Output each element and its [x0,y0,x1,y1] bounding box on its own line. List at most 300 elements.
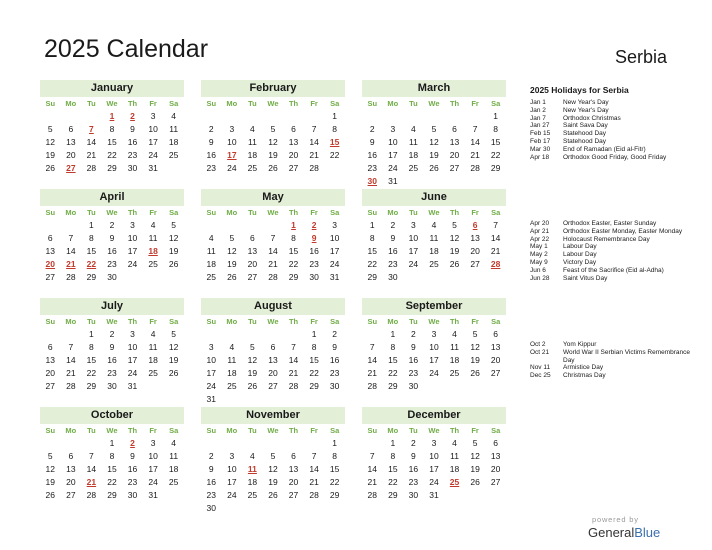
weekday-label: We [106,317,118,326]
day-cell: 23 [309,259,319,269]
day-cell: 5 [431,124,437,134]
day-cell: 26 [429,163,439,173]
day-cell: 2 [109,220,115,230]
day-cell: 21 [66,368,76,378]
weekday-label: Mo [226,208,238,217]
day-cell: 1 [109,438,115,448]
day-cell: 22 [329,477,340,487]
day-cell: 28 [288,381,299,391]
month-days-grid [201,206,345,284]
month-days-grid [362,206,506,284]
day-cell: 23 [127,477,138,487]
weekday-label: We [428,426,440,435]
day-cell: 5 [472,438,478,448]
empty-cell [201,328,222,341]
month-september [362,298,506,393]
day-cell: 31 [429,490,439,500]
weekday-label: We [106,99,118,108]
month-march [362,80,506,188]
day-cell: 3 [390,124,396,134]
holiday-entry-name: New Year's Day [563,99,609,106]
day-cell: 14 [309,464,319,474]
month-february [201,80,345,175]
day-cell: 30 [329,381,340,391]
month-days-grid [201,315,345,406]
holiday-list-q1 [530,99,700,161]
day-cell: 6 [47,233,53,243]
holiday-entry-date: May 9 [530,258,548,266]
day-cell: 2 [411,438,416,448]
day-cell: 25 [227,381,237,391]
holiday-entry [530,99,700,107]
day-cell: 17 [206,368,217,378]
day-cell: 20 [45,368,56,378]
empty-cell [362,110,383,123]
weekday-label: Fr [149,99,157,108]
holiday-entry-name: End of Ramadan (Eid al-Fitr) [563,145,646,153]
day-cell: 20 [66,150,76,160]
month-header: May [201,189,345,206]
weekday-label: Th [288,317,299,326]
day-cell: 19 [247,368,258,378]
empty-cell [40,110,61,123]
weekday-label: Mo [226,426,238,435]
day-cell: 10 [429,451,439,461]
empty-cell [283,110,304,123]
weekday-label: Th [449,208,460,217]
holiday-entry [530,138,700,146]
day-cell: 8 [390,451,396,461]
weekday-label: Mo [387,426,399,435]
day-cell: 22 [329,150,340,160]
day-cell: 3 [150,438,156,448]
day-cell: 16 [206,150,217,160]
holiday-date: 28 [490,259,501,269]
weekday-label: We [428,317,440,326]
day-cell: 14 [309,137,319,147]
weekday-label: Tu [248,317,257,326]
day-cell: 25 [247,163,258,173]
day-cell: 6 [68,124,74,134]
day-cell: 7 [472,124,478,134]
holiday-entry-name: Orthodox Good Friday, Good Friday [563,153,667,161]
day-cell: 23 [388,259,398,269]
weekday-label: We [267,317,279,326]
month-header: December [362,407,506,424]
day-cell: 20 [247,259,258,269]
day-cell: 3 [150,111,156,121]
day-cell: 10 [206,355,217,365]
empty-cell [362,328,383,341]
day-cell: 29 [107,163,117,173]
day-cell: 1 [390,438,396,448]
day-cell: 13 [470,233,480,243]
day-cell: 27 [490,477,501,487]
day-cell: 2 [369,124,375,134]
empty-cell [40,437,61,450]
day-cell: 25 [168,477,179,487]
holiday-entry-name: Saint Vitus Day [563,274,608,282]
day-cell: 31 [329,272,340,282]
day-cell: 3 [229,124,235,134]
holiday-entry-date: Oct 2 [530,341,546,348]
day-cell: 23 [367,163,378,173]
day-cell: 14 [470,137,480,147]
day-cell: 4 [411,124,416,134]
weekday-label: Mo [65,317,77,326]
empty-cell [424,110,445,123]
holiday-entry [530,107,700,115]
day-cell: 18 [227,368,237,378]
day-cell: 24 [206,381,217,391]
day-cell: 4 [150,329,156,339]
holiday-date: 9 [311,233,317,243]
day-cell: 28 [66,272,76,282]
day-cell: 13 [45,246,56,256]
weekday-label: We [267,426,279,435]
day-cell: 7 [68,233,74,243]
day-cell: 23 [107,368,117,378]
day-cell: 28 [367,381,378,391]
day-cell: 8 [311,342,317,352]
day-cell: 10 [148,451,158,461]
empty-cell [304,437,325,450]
month-january [40,80,184,175]
holiday-date: 7 [89,124,94,134]
day-cell: 13 [449,137,460,147]
day-cell: 26 [470,368,480,378]
weekday-label: Sa [330,317,340,326]
brand-blue: Blue [634,525,661,540]
day-cell: 8 [109,124,115,134]
day-cell: 21 [367,368,378,378]
empty-cell [222,328,243,341]
weekday-label: Tu [87,426,96,435]
day-cell: 13 [66,464,76,474]
day-cell: 24 [148,477,158,487]
weekday-label: Su [367,208,378,217]
day-cell: 16 [329,355,340,365]
day-cell: 30 [127,490,138,500]
empty-cell [465,110,486,123]
day-cell: 19 [470,355,480,365]
weekday-label: We [106,426,118,435]
day-cell: 23 [206,490,217,500]
month-header: August [201,298,345,315]
day-cell: 4 [452,329,457,339]
day-cell: 21 [470,150,480,160]
month-august [201,298,345,406]
generalblue-logo[interactable] [588,525,660,540]
day-cell: 19 [449,246,460,256]
holiday-date: 21 [66,259,76,269]
empty-cell [81,110,102,123]
day-cell: 3 [229,451,235,461]
day-cell: 2 [332,329,338,339]
day-cell: 19 [227,259,237,269]
day-cell: 16 [309,246,319,256]
day-cell: 28 [86,490,97,500]
day-cell: 11 [450,342,459,352]
month-may [201,189,345,284]
day-cell: 28 [66,381,76,391]
day-cell: 30 [107,381,117,391]
day-cell: 15 [288,246,299,256]
weekday-label: Sa [330,208,340,217]
day-cell: 9 [390,233,396,243]
holiday-entry-date: Jun 6 [530,266,546,274]
day-cell: 10 [429,342,439,352]
day-cell: 11 [206,246,216,256]
weekday-label: We [106,208,118,217]
day-cell: 6 [291,124,296,134]
holiday-date: 30 [367,176,378,186]
weekday-label: Sa [169,99,179,108]
powered-by-text: powered by [592,515,639,524]
day-cell: 25 [429,259,439,269]
day-cell: 12 [429,137,439,147]
day-cell: 20 [288,477,299,487]
holiday-entry-date: Nov 11 [530,364,551,372]
holiday-date: 1 [109,111,115,121]
day-cell: 3 [130,220,135,230]
holiday-entry-date: Feb 17 [530,137,551,145]
day-cell: 2 [411,329,416,339]
empty-cell [61,437,82,450]
holiday-entry-name: Feast of the Sacrifice (Eid al-Adha) [563,266,664,274]
day-cell: 17 [148,464,158,474]
day-cell: 10 [127,233,138,243]
day-cell: 27 [66,490,76,500]
day-cell: 17 [429,464,439,474]
holiday-entry [530,349,700,365]
holiday-entry [530,341,700,349]
day-cell: 19 [429,150,439,160]
day-cell: 19 [268,150,278,160]
day-cell: 25 [168,150,179,160]
holiday-entry [530,220,700,228]
day-cell: 7 [369,451,375,461]
day-cell: 15 [367,246,378,256]
day-cell: 15 [107,464,117,474]
day-cell: 25 [449,368,460,378]
weekday-label: Mo [387,317,399,326]
day-cell: 24 [329,259,340,269]
empty-cell [242,437,263,450]
day-cell: 4 [229,342,235,352]
day-cell: 3 [431,329,437,339]
holiday-entry-name: Orthodox Christmas [563,114,621,122]
empty-cell [222,437,243,450]
weekday-label: Tu [87,99,96,108]
day-cell: 31 [148,163,158,173]
day-cell: 18 [206,259,217,269]
weekday-label: We [428,99,440,108]
empty-cell [263,219,284,232]
day-cell: 29 [490,163,501,173]
weekday-label: Sa [491,317,501,326]
day-cell: 11 [450,451,459,461]
day-cell: 1 [332,438,338,448]
day-cell: 12 [227,246,237,256]
day-cell: 16 [367,150,378,160]
month-header: April [40,189,184,206]
day-cell: 8 [332,451,338,461]
day-cell: 14 [86,464,97,474]
day-cell: 30 [388,272,398,282]
day-cell: 30 [127,163,138,173]
day-cell: 24 [227,163,237,173]
holiday-entry-name: Orthodox Easter, Easter Sunday [563,220,657,227]
month-days-grid [362,97,506,188]
day-cell: 1 [390,329,396,339]
holiday-date: 17 [227,150,237,160]
holiday-date: 11 [247,464,257,474]
weekday-label: We [428,208,440,217]
holiday-entry-name: Yom Kippur [563,341,597,348]
weekday-label: Fr [471,208,479,217]
month-header: September [362,298,506,315]
day-cell: 10 [329,233,340,243]
day-cell: 21 [309,477,319,487]
day-cell: 28 [309,490,319,500]
weekday-label: Sa [169,208,179,217]
day-cell: 14 [86,137,97,147]
day-cell: 12 [470,451,480,461]
weekday-label: Fr [310,317,318,326]
day-cell: 18 [449,355,460,365]
day-cell: 27 [288,490,299,500]
day-cell: 14 [268,246,278,256]
day-cell: 7 [89,451,94,461]
day-cell: 26 [247,381,258,391]
weekday-label: Tu [409,426,418,435]
holiday-entry-name: Statehood Day [563,130,607,138]
day-cell: 11 [169,124,179,134]
day-cell: 24 [148,150,158,160]
weekday-label: Th [127,99,138,108]
day-cell: 6 [270,342,276,352]
weekday-label: Th [449,426,460,435]
holiday-date: 6 [472,220,478,230]
weekday-label: Th [127,426,138,435]
day-cell: 11 [148,233,158,243]
day-cell: 29 [86,272,97,282]
day-cell: 5 [229,233,235,243]
day-cell: 5 [47,124,53,134]
weekday-label: Th [127,208,138,217]
empty-cell [263,328,284,341]
day-cell: 13 [268,355,278,365]
day-cell: 18 [408,150,419,160]
day-cell: 12 [45,137,56,147]
day-cell: 8 [493,124,499,134]
day-cell: 16 [408,464,419,474]
day-cell: 25 [148,368,158,378]
day-cell: 4 [250,451,255,461]
day-cell: 1 [311,329,317,339]
day-cell: 15 [490,137,501,147]
day-cell: 8 [89,233,94,243]
weekday-label: Th [449,99,460,108]
day-cell: 21 [367,477,378,487]
weekday-label: Su [367,317,378,326]
day-cell: 16 [206,477,217,487]
day-cell: 26 [45,163,56,173]
day-cell: 8 [291,233,296,243]
day-cell: 25 [247,490,258,500]
holiday-date: 2 [130,438,135,448]
day-cell: 4 [208,233,214,243]
day-cell: 13 [66,137,76,147]
day-cell: 26 [449,259,460,269]
day-cell: 22 [107,477,117,487]
day-cell: 16 [127,137,138,147]
day-cell: 17 [227,477,237,487]
day-cell: 29 [86,381,97,391]
day-cell: 14 [367,355,378,365]
weekday-label: Tu [248,208,257,217]
day-cell: 8 [369,233,375,243]
day-cell: 13 [288,137,299,147]
day-cell: 15 [388,355,398,365]
day-cell: 1 [89,329,94,339]
holiday-entry [530,251,700,259]
day-cell: 13 [288,464,299,474]
day-cell: 3 [208,342,214,352]
day-cell: 28 [470,163,480,173]
weekday-label: Fr [471,99,479,108]
weekday-label: Tu [87,208,96,217]
day-cell: 10 [148,124,158,134]
day-cell: 18 [247,477,258,487]
weekday-label: Su [206,99,217,108]
holiday-entry [530,228,700,236]
day-cell: 21 [86,150,97,160]
month-header: October [40,407,184,424]
day-cell: 1 [493,111,499,121]
day-cell: 15 [329,464,340,474]
day-cell: 18 [449,464,460,474]
weekday-label: Fr [310,208,318,217]
day-cell: 21 [309,150,319,160]
day-cell: 17 [127,355,138,365]
holiday-entry-name: Christmas Day [563,372,606,380]
holiday-entry-date: Jan 2 [530,106,546,114]
holidays-title: 2025 Holidays for Serbia [530,85,629,95]
holiday-date: 22 [86,259,97,269]
month-days-grid [362,424,506,502]
weekday-label: Mo [65,426,77,435]
month-days-grid [201,424,345,515]
day-cell: 9 [130,451,135,461]
weekday-label: Su [367,99,378,108]
day-cell: 4 [171,438,177,448]
day-cell: 29 [329,490,340,500]
day-cell: 6 [47,342,53,352]
day-cell: 15 [309,355,319,365]
day-cell: 9 [411,342,416,352]
day-cell: 5 [270,124,276,134]
weekday-label: Su [206,426,217,435]
day-cell: 19 [45,150,56,160]
day-cell: 6 [250,233,255,243]
country-name: Serbia [614,47,667,67]
empty-cell [263,110,284,123]
holiday-entry [530,267,700,275]
weekday-label: Mo [387,99,399,108]
holiday-entry [530,146,700,154]
